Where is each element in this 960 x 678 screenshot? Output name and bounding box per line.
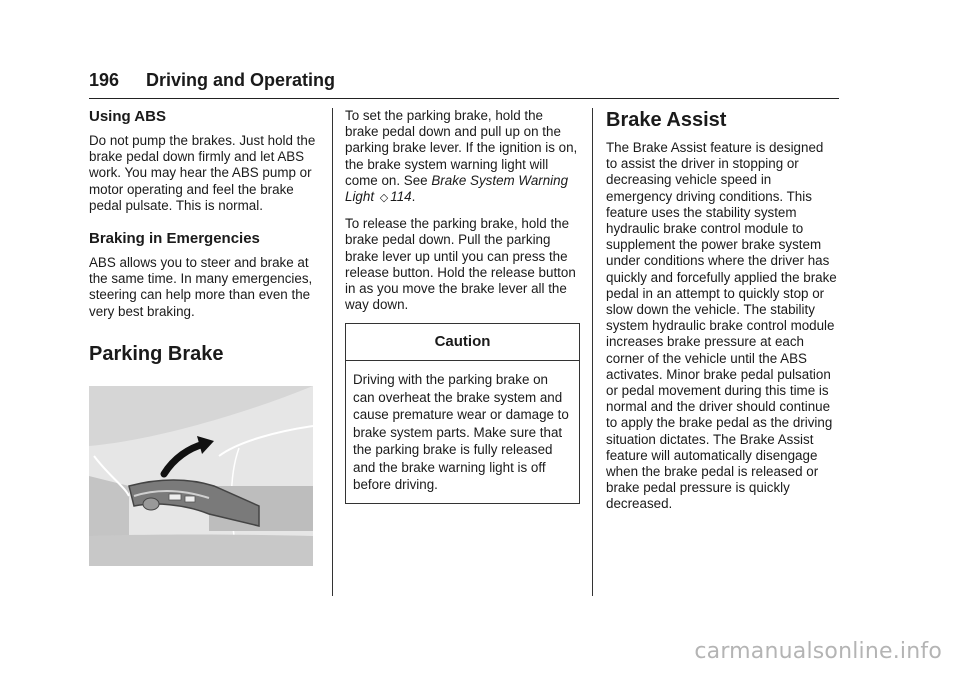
column-2 (345, 108, 580, 504)
set-parking-brake-text (345, 108, 580, 206)
braking-emergencies-heading: Braking in Emergencies (89, 230, 260, 248)
brake-system-warning-light-link[interactable]: Brake System Warning Light (345, 172, 569, 205)
column-3 (606, 108, 838, 523)
column-1 (89, 108, 321, 566)
using-abs-heading: Using ABS (89, 108, 166, 125)
caution-title: Caution (346, 324, 579, 361)
column-divider-2 (592, 108, 593, 596)
brake-assist-heading: Brake Assist (606, 109, 727, 131)
brake-assist-text: The Brake Assist feature is designed to assist the driver in stopping or decreasing vehicle speed in emergency driving conditions. This feature uses the stability system hydraulic brake control module to supplement the power brake system under conditions where the driver has quickly and forcefully applied the brake pedal in an attempt to quickly stop or slow down the vehicle. The stability system hydraulic brake control module increases brake pressure at each corner of the vehicle until the ABS activates. Minor brake pedal pulsation or pedal movement during this time is normal and the driver should continue to apply the brake pedal as the driving situation dictates. The Brake Assist feature will automatically disengage when the brake pedal is released or brake pedal pressure is quickly decreased. (606, 140, 837, 512)
parking-brake-heading: Parking Brake (89, 342, 224, 365)
page-header (89, 70, 839, 99)
parking-brake-lever-drawing (89, 386, 313, 566)
page-reference-number[interactable]: 114 (390, 189, 412, 205)
parking-brake-illustration (89, 386, 313, 566)
watermark: carmanualsonline.info (694, 639, 942, 664)
caution-text: Driving with the parking brake on can overheat the brake system and cause premature wear or damage to brake system parts. Make sure that the parking brake is fully released and the brake warning light is off before driving. (353, 372, 569, 493)
caution-box (345, 323, 580, 504)
using-abs-text: Do not pump the brakes. Just hold the brake pedal down firmly and let ABS work. You may hear the ABS pump or motor operating and feel the brake pedal pulsate. This is normal. (89, 133, 316, 213)
page-number: 196 (89, 70, 120, 90)
set-text-end: . (411, 189, 416, 205)
set-text: To set the parking brake, hold the brake pedal down and pull up on the parking brake lever. If the ignition is on, the brake system warning light will come on. See (345, 108, 578, 188)
braking-emergencies-text: ABS allows you to steer and brake at the same time. In many emergencies, steering can help more than even the very best braking. (89, 255, 313, 319)
column-divider-1 (332, 108, 333, 596)
page-reference-icon: ◇ (379, 192, 389, 205)
section-title: Driving and Operating (146, 70, 336, 90)
release-parking-brake-text: To release the parking brake, hold the brake pedal down. Pull the parking brake lever up until you can press the release button. Hold the release button in as you move the brake lever all the way down. (345, 216, 576, 313)
